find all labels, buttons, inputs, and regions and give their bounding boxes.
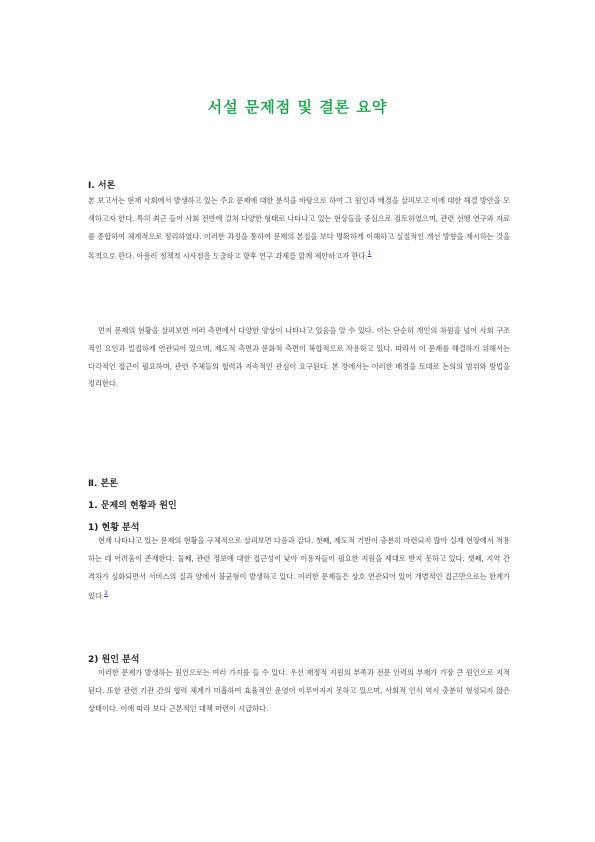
section-heading-introduction: Ⅰ. 서론 [88, 181, 116, 191]
paragraph-body-1 [88, 532, 510, 606]
paragraph-text: 먼저 문제의 현황을 살펴보면 여러 측면에서 다양한 양상이 나타나고 있음을 알 수 있다. 이는 단순히 개인의 차원을 넘어 사회 구조적인 요인과 밀접하게 연관되어 있으며, 제도적 측면과 문화적 측면이 복합적으로 작용하고 있다. 따라서 이 문제를 해결하기 위해서는 다각적인 접근이 필요하며, 관련 주체들의 협력과 지속적인 관심이 요구된다. 본 장에서는 이러한 배경을 토대로 논의의 범위와 방법을 정리한다. [88, 326, 510, 389]
paragraph-text: 본 보고서는 현재 사회에서 발생하고 있는 주요 문제에 대한 분석을 바탕으로 하여 그 원인과 배경을 살펴보고 이에 대한 해결 방안을 모색하고자 한다. 특히 최근 들어 사회 전반에 걸쳐 다양한 형태로 나타나고 있는 현상들을 중심으로 검토하였으며, 관련 선행 연구와 자료를 종합하여 체계적으로 정리하였다. 이러한 과정을 통하여 문제의 본질을 보다 명확하게 이해하고 실질적인 개선 방향을 제시하는 것을 목적으로 한다. 아울러 정책적 시사점을 도출하고 향후 연구 과제를 함께 제안하고자 한다. [88, 196, 510, 261]
paragraph-intro-2 [88, 322, 510, 393]
section-heading-body: Ⅱ. 본론 [88, 479, 118, 489]
footnote-link[interactable]: 1 [367, 250, 372, 258]
paragraph-body-2 [88, 664, 510, 717]
paragraph-intro-1 [88, 192, 510, 266]
document-title: 서설 문제점 및 결론 요약 [207, 98, 388, 116]
subsubsection-heading: 2) 원인 분석 [88, 655, 140, 665]
subsection-heading: 1. 문제의 현황과 원인 [88, 501, 177, 511]
paragraph-text: 이러한 문제가 발생하는 원인으로는 여러 가지를 들 수 있다. 우선 재정적 지원의 부족과 전문 인력의 부재가 가장 큰 원인으로 지적된다. 또한 관련 기관 간의 협력 체계가 미흡하여 효율적인 운영이 이루어지지 못하고 있으며, 사회적 인식 역시 충분히 형성되지 않은 상태이다. 이에 따라 보다 근본적인 대책 마련이 시급하다. [88, 668, 510, 713]
subsubsection-heading: 1) 현황 분석 [88, 523, 140, 533]
footnote-link[interactable]: 2 [104, 590, 108, 598]
paragraph-text: 현재 나타나고 있는 문제의 현황을 구체적으로 살펴보면 다음과 같다. 첫째, 제도적 기반이 충분히 마련되지 않아 실제 현장에서 적용하는 데 어려움이 존재한다. 둘째, 관련 정보에 대한 접근성이 낮아 이용자들이 필요한 지원을 제대로 받지 못하고 있다. 셋째, 지역 간 격차가 심화되면서 서비스의 질과 양에서 불균형이 발생하고 있다. 이러한 문제들은 상호 연관되어 있어 개별적인 접근만으로는 한계가 있다. [88, 536, 510, 601]
